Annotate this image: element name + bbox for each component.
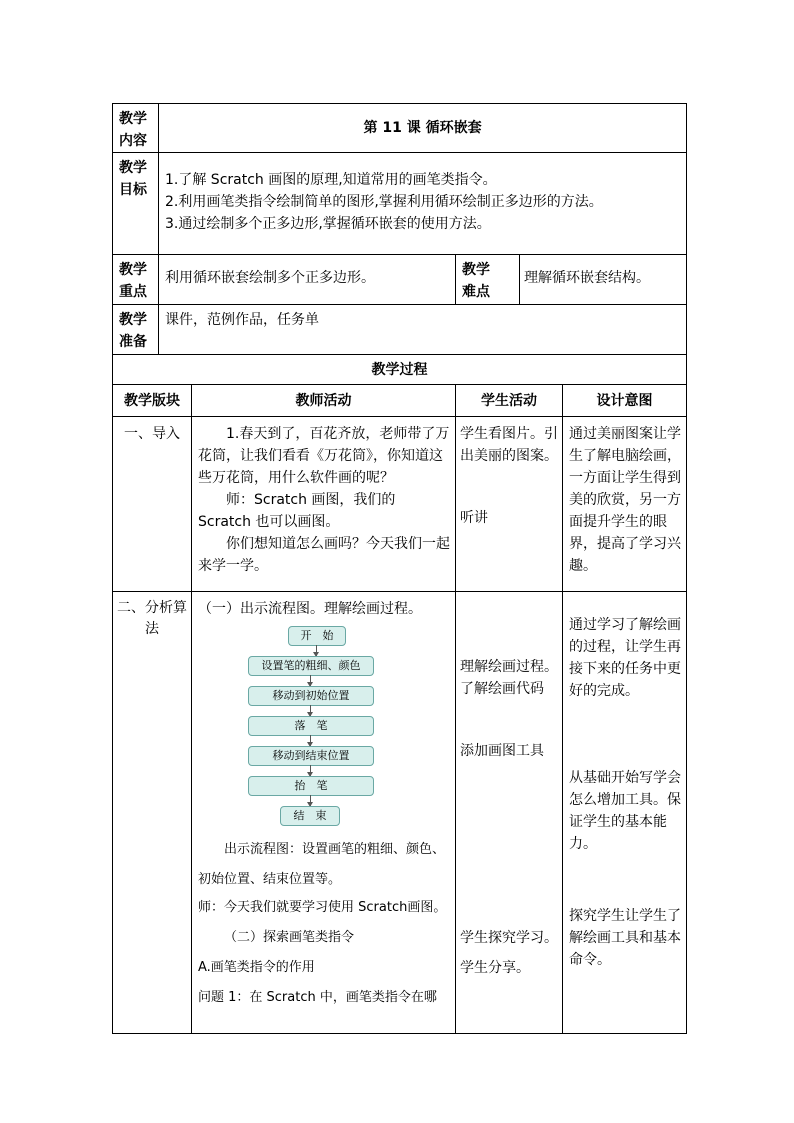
flow-arrow: [310, 675, 311, 686]
flow-step-set-pen: 设置笔的粗细、颜色: [248, 656, 374, 676]
flow-step-start: 开 始: [288, 626, 346, 646]
flow-arrow: [310, 765, 311, 776]
flow-step-end: 结 束: [280, 806, 340, 826]
goals-label: 教学 目标: [113, 153, 159, 255]
col-header-design: 设计意图: [563, 385, 687, 417]
goal-item: 3.通过绘制多个正多边形,掌握循环嵌套的使用方法。: [165, 216, 491, 232]
prep-text: 课件，范例作品，任务单: [159, 305, 687, 355]
col-header-teacher: 教师活动: [192, 385, 456, 417]
goal-item: 1.了解 Scratch 画图的原理,知道常用的画笔类指令。: [165, 172, 497, 188]
flow-step-pen-down: 落 笔: [248, 716, 374, 736]
difficulty-text: 理解循环嵌套结构。: [520, 255, 687, 305]
student-activity-intro: 学生看图片。引出美丽的图案。 听讲: [456, 417, 563, 592]
teacher-activity-intro: 1.春天到了，百花齐放，老师带了万花筒，让我们看看《万花筒》，你知道这些万花筒，用什么软件画的呢？ 师：Scratch 画图，我们的 Scratch 也可以画图。 你们想知道怎么画吗？今天我们一起来学一学。: [192, 417, 456, 592]
flowchart: [248, 626, 456, 831]
teacher-activity-analysis: （一）出示流程图。理解绘画过程。 开 始 设置笔的粗细、颜色 移动到初始位置 落 笔 移动到结束位置 抬 笔 结 束 出示流程图：设置画笔的粗细、颜色、初始位置、结束位置等。 师：今天我们就要学习使用 Scratch画图。 （二）探索画笔类指令 A.画笔类指令的作用 问题 1：在 Scratch 中，画笔类指令在哪: [192, 592, 456, 1034]
flow-arrow: [316, 645, 317, 656]
col-header-module: 教学版块: [113, 385, 192, 417]
lesson-title: 第 11 课 循环嵌套: [159, 104, 687, 153]
goal-item: 2.利用画笔类指令绘制简单的图形,掌握利用循环绘制正多边形的方法。: [165, 194, 603, 210]
col-header-student: 学生活动: [456, 385, 563, 417]
difficulty-label: 教学 难点: [456, 255, 520, 305]
flow-arrow: [310, 735, 311, 746]
content-label: 教学 内容: [113, 104, 159, 153]
prep-label: 教学 准备: [113, 305, 159, 355]
flow-step-pen-up: 抬 笔: [248, 776, 374, 796]
design-intent-analysis: 通过学习了解绘画的过程，让学生再接下来的任务中更好的完成。 从基础开始写学会怎么增加工具。保证学生的基本能力。 探究学生让学生了解绘画工具和基本命令。: [563, 592, 687, 1034]
module-analysis: 二、分析算法: [113, 592, 192, 1034]
flow-step-move-end: 移动到结束位置: [248, 746, 374, 766]
design-intent-intro: 通过美丽图案让学生了解电脑绘画，一方面让学生得到美的欣赏，另一方面提升学生的眼界，提高了学习兴趣。: [563, 417, 687, 592]
student-activity-analysis: 理解绘画过程。了解绘画代码 添加画图工具 学生探究学习。 学生分享。: [456, 592, 563, 1034]
module-intro: 一、导入: [113, 417, 192, 592]
process-title: 教学过程: [113, 355, 687, 385]
flow-arrow: [310, 705, 311, 716]
lesson-plan-table: [112, 103, 687, 1034]
flow-arrow: [310, 795, 311, 806]
goals-text: [159, 153, 687, 255]
flow-step-move-start: 移动到初始位置: [248, 686, 374, 706]
key-point: 利用循环嵌套绘制多个正多边形。: [159, 255, 456, 305]
key-label: 教学 重点: [113, 255, 159, 305]
